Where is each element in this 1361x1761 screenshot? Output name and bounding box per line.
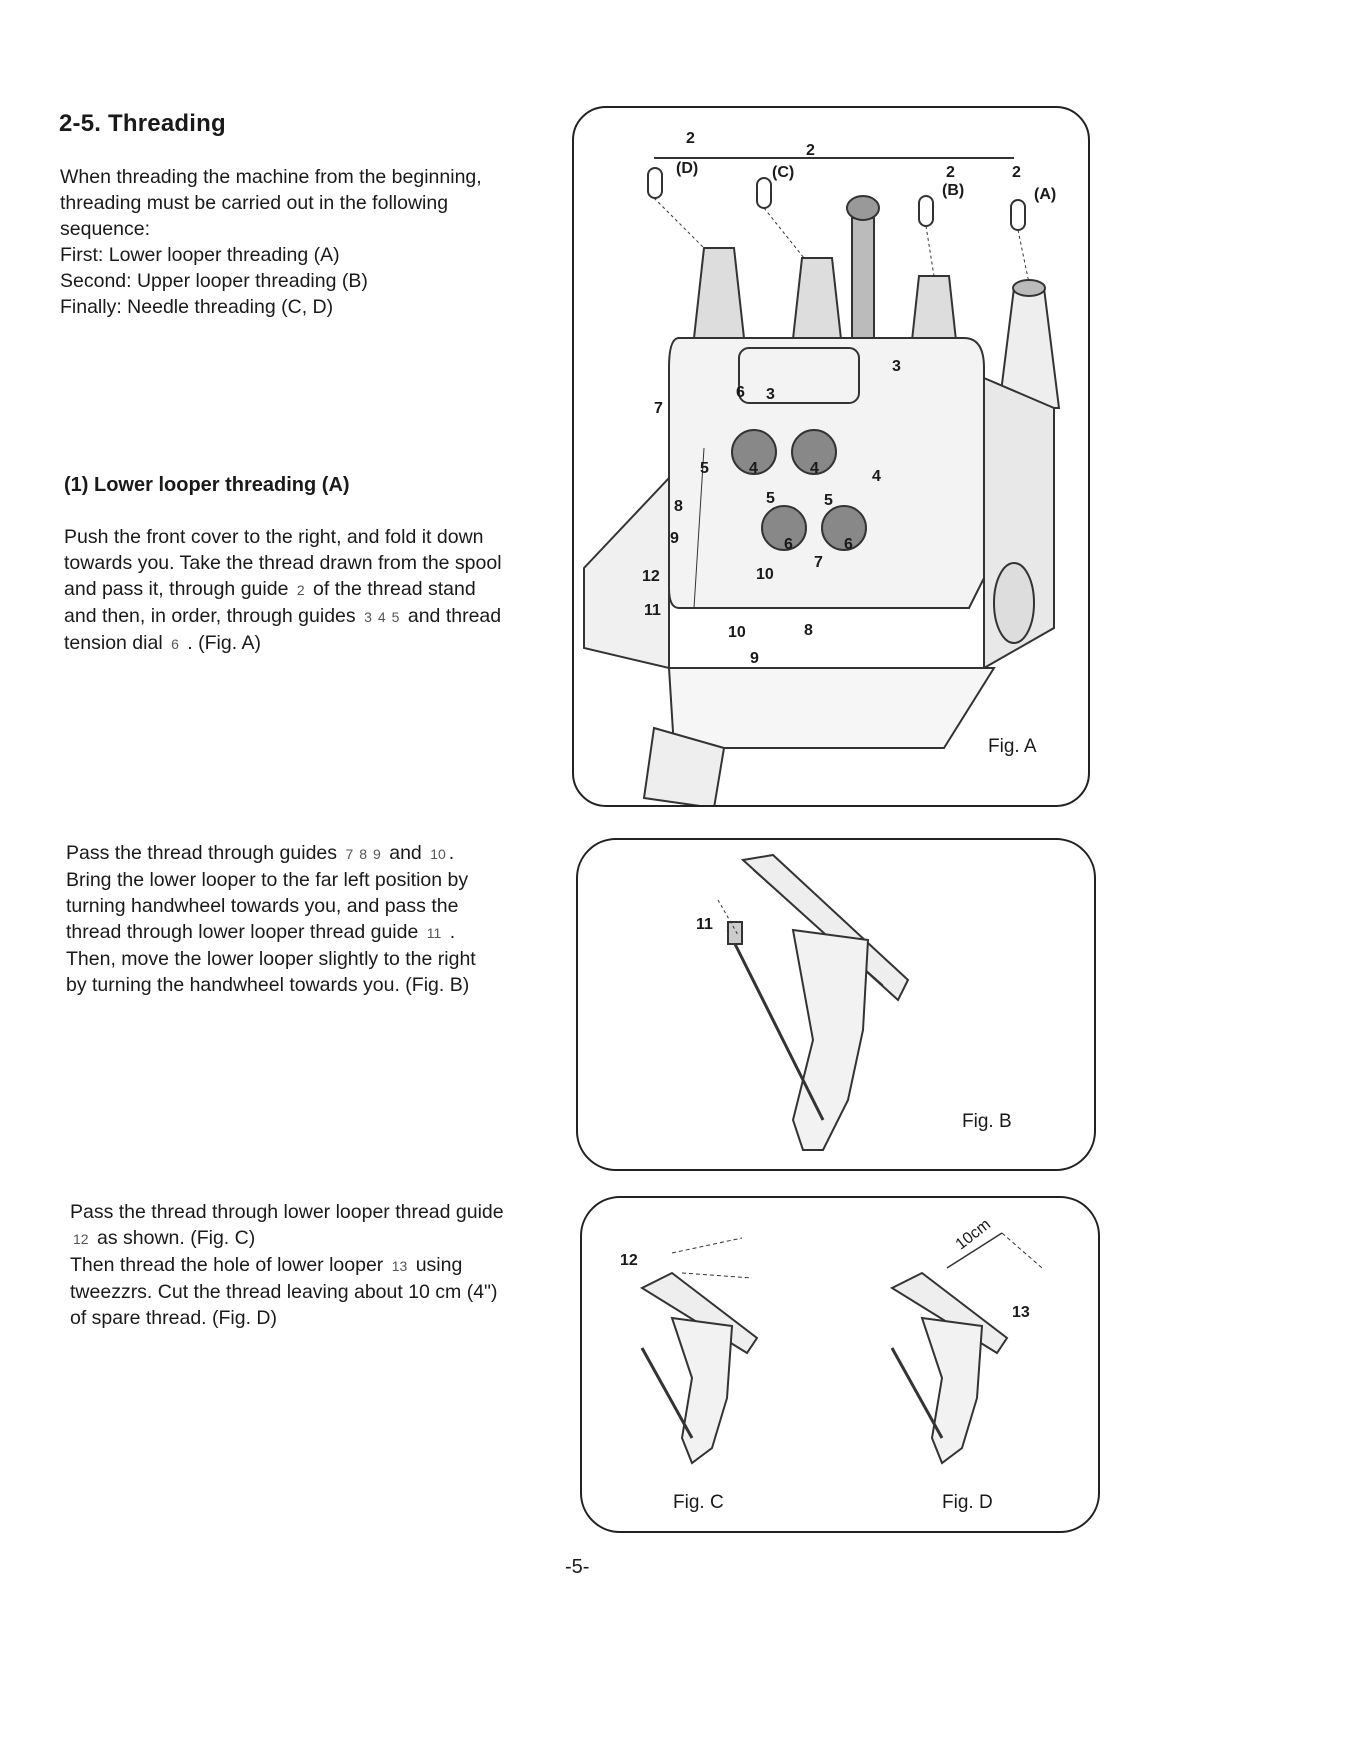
text-line: tweezzrs. Cut the thread leaving about 10 cm (4") xyxy=(70,1281,498,1303)
callout-8: 8 xyxy=(804,622,813,639)
guide-number: 2 xyxy=(296,582,305,598)
text-line: Pass the thread through lower looper thread guide xyxy=(70,1201,504,1223)
guide-number: 11 xyxy=(426,925,442,941)
text-segment: Then thread the hole of lower looper xyxy=(70,1254,389,1276)
lower-looper-paragraph-1 xyxy=(64,524,544,657)
callout-b: (B) xyxy=(942,182,965,199)
text-segment: tension dial xyxy=(64,632,169,654)
text-line: Bring the lower looper to the far left position by xyxy=(66,869,469,891)
text-line: of spare thread. (Fig. D) xyxy=(70,1307,277,1329)
intro-line: Finally: Needle threading (C, D) xyxy=(60,296,334,318)
lower-looper-paragraph-3 xyxy=(70,1199,535,1331)
text-segment: and pass it, through guide xyxy=(64,578,294,600)
callout-2: 2 xyxy=(686,130,695,147)
callout-a: (A) xyxy=(1034,186,1057,203)
callout-11: 11 xyxy=(696,916,713,933)
callout-12: 12 xyxy=(620,1252,638,1269)
guide-number: 3 xyxy=(364,609,372,625)
intro-line: When threading the machine from the beginning, xyxy=(60,166,482,188)
callout-2: 2 xyxy=(946,164,955,181)
callout-2: 2 xyxy=(806,142,815,159)
serger-machine-illustration xyxy=(574,108,1088,805)
callout-2: 2 xyxy=(1012,164,1021,181)
guide-number: 10 xyxy=(430,846,446,862)
figure-b-caption: Fig. B xyxy=(962,1111,1012,1132)
text-segment: using xyxy=(410,1254,463,1276)
text-line: Then, move the lower looper slightly to the right xyxy=(66,948,476,970)
callout-3: 3 xyxy=(766,386,775,403)
callout-4: 4 xyxy=(810,460,819,477)
callout-d: (D) xyxy=(676,160,699,177)
callout-9: 9 xyxy=(750,650,759,667)
text-segment: Pass the thread through guides xyxy=(66,842,343,864)
text-segment: and xyxy=(383,842,428,864)
text-line: towards you. Take the thread drawn from the spool xyxy=(64,552,502,574)
guide-number: 7 xyxy=(345,846,354,862)
callout-10: 10 xyxy=(728,624,746,641)
guide-number: 9 xyxy=(373,846,381,862)
figure-a-caption: Fig. A xyxy=(988,736,1037,757)
guide-number: 5 xyxy=(391,609,400,625)
callout-4: 4 xyxy=(872,468,881,485)
intro-line: sequence: xyxy=(60,218,150,240)
intro-paragraph xyxy=(60,164,540,320)
callout-7: 7 xyxy=(814,554,823,571)
callout-11: 11 xyxy=(644,602,661,619)
callout-12: 12 xyxy=(642,568,660,585)
text-line: Push the front cover to the right, and fold it down xyxy=(64,526,484,548)
page-number: -5- xyxy=(565,1556,590,1578)
callout-6: 6 xyxy=(736,384,745,401)
callout-7: 7 xyxy=(654,400,663,417)
text-segment: . xyxy=(444,921,456,943)
callout-5: 5 xyxy=(824,492,833,509)
text-segment: . (Fig. A) xyxy=(181,632,261,654)
intro-line: threading must be carried out in the following xyxy=(60,192,449,214)
figure-a-frame xyxy=(572,106,1090,807)
callout-10: 10 xyxy=(756,566,774,583)
figure-b-frame xyxy=(576,838,1096,1171)
guide-number: 4 xyxy=(377,609,386,625)
guide-number: 12 xyxy=(73,1231,89,1247)
intro-line: Second: Upper looper threading (B) xyxy=(60,270,368,292)
lower-looper-heading: (1) Lower looper threading (A) xyxy=(64,474,350,496)
measure-label: 10cm xyxy=(952,1215,994,1254)
guide-number: 8 xyxy=(359,846,368,862)
lower-looper-paragraph-2 xyxy=(66,840,532,998)
dial-number: 6 xyxy=(171,636,179,652)
callout-6: 6 xyxy=(784,536,793,553)
section-title: 2-5. Threading xyxy=(59,110,226,137)
text-segment: thread through lower looper thread guide xyxy=(66,921,424,943)
callout-9: 9 xyxy=(670,530,679,547)
looper-thread-illustration xyxy=(582,1198,1098,1531)
hole-number: 13 xyxy=(391,1258,408,1274)
text-line: turning handwheel towards you, and pass the xyxy=(66,895,459,917)
callout-6: 6 xyxy=(844,536,853,553)
text-line: by turning the handwheel towards you. (Fig. B) xyxy=(66,974,470,996)
text-segment: . xyxy=(448,842,455,864)
text-segment: and thread xyxy=(402,605,502,627)
callout-8: 8 xyxy=(674,498,683,515)
callout-3: 3 xyxy=(892,358,901,375)
callout-4: 4 xyxy=(749,460,758,477)
text-segment: of the thread stand xyxy=(307,578,476,600)
figure-c-caption: Fig. C xyxy=(673,1492,724,1513)
figure-d-caption: Fig. D xyxy=(942,1492,993,1513)
callout-5: 5 xyxy=(700,460,709,477)
callout-5: 5 xyxy=(766,490,775,507)
lower-looper-illustration xyxy=(578,840,1094,1169)
callout-c: (C) xyxy=(772,164,795,181)
intro-line: First: Lower looper threading (A) xyxy=(60,244,340,266)
callout-13: 13 xyxy=(1012,1304,1030,1321)
text-segment: and then, in order, through guides xyxy=(64,605,362,627)
text-segment: as shown. (Fig. C) xyxy=(91,1227,256,1249)
figure-c-d-frame xyxy=(580,1196,1100,1533)
